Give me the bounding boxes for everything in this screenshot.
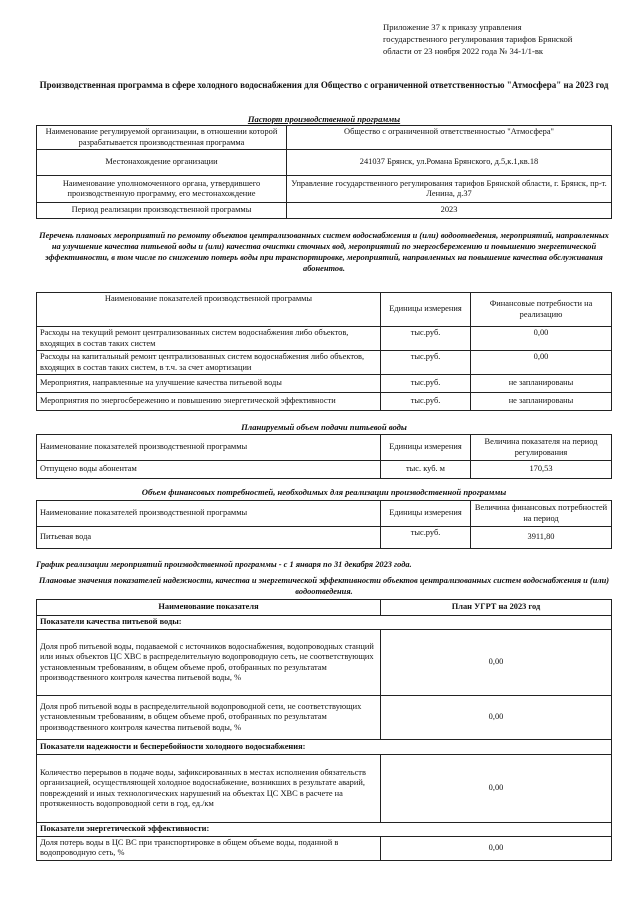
row-value: 0,00 [381,836,612,860]
passport-value: 2023 [287,203,612,219]
schedule-note: График реализации мероприятий производственной программы - с 1 января по 31 декабря 2023 года. [36,560,412,569]
row-unit: тыс. куб. м [381,461,471,479]
header-plan: План УГРТ на 2023 год [381,600,612,616]
header-name: Наименование показателей производственной программы [37,501,381,527]
group-row [37,740,612,755]
group-row [37,616,612,630]
table-header-row [37,501,612,527]
header-indicator: Наименование показателя [37,600,381,616]
passport-label: Наименование уполномоченного органа, утвердившего производственную программу, его местонахождение [37,176,287,203]
header-unit: Единицы измерения [381,501,471,527]
row-value: 0,00 [381,696,612,740]
table-row [37,150,612,176]
appendix-note [383,22,623,58]
table-row [37,176,612,203]
measures-note: Перечень плановых мероприятий по ремонту объектов централизованных систем водоснабжения и (или) водоотведения, мероприятий, направленных на улучшение качества питьевой воды и (или) качества очистки сточных вод, мероприятий по энергосбережению и повышению энергетической эффективности, в том числе по снижению потерь воды при транспортировке, мероприятий, направленных на повышение качества обслуживания абонентов. [39,231,609,274]
measures-table [36,292,612,411]
passport-label: Местонахождение организации [37,150,287,176]
table-row [37,755,612,823]
row-name: Доля проб питьевой воды, подаваемой с источников водоснабжения, водопроводных станций или иных объектов ЦС ХВС в распределительную водопроводную сеть, не соответствующих установленным требованиям, в общем объеме проб, отобранных по результатам производственного контроля качества питьевой воды, % [37,630,381,696]
table-header-row [37,435,612,461]
passport-table [36,125,612,219]
passport-heading: Паспорт производственной программы [247,114,401,124]
passport-value: 241037 Брянск, ул.Романа Брянского, д.5,к.1,кв.18 [287,150,612,176]
row-name: Количество перерывов в подаче воды, зафиксированных в местах исполнения обязательств организацией, осуществляющей холодное водоснабжение, возникших в результате аварий, повреждений и иных технологических нарушений на объектах ЦС ХВС в расчете на протяженность водопроводной сети в год, ед./км [37,755,381,823]
table-row [37,126,612,150]
table-header-row [37,293,612,327]
indicators-note: Плановые значения показателей надежности, качества и энергетической эффективности объектов централизованных систем водоснабжения и (или) водоотведения. [38,576,610,597]
appendix-line-2: государственного регулирования тарифов Брянской [383,33,573,44]
row-value: 0,00 [381,755,612,823]
header-value: Величина показателя на период регулирования [471,435,612,461]
row-value: 170,53 [471,461,612,479]
finance-heading: Объем финансовых потребностей, необходимых для реализации производственной программы [141,487,507,497]
row-name: Мероприятия, направленные на улучшение качества питьевой воды [37,375,381,393]
document-title: Производственная программа в сфере холодного водоснабжения для Общество с ограниченной ответственностью "Атмосфера" на 2023 год [39,80,609,90]
row-name: Отпущено воды абонентам [37,461,381,479]
passport-value: Общество с ограниченной ответственностью "Атмосфера" [287,126,612,150]
table-row [37,203,612,219]
table-row [37,527,612,549]
volume-table [36,434,612,479]
row-value: 0,00 [471,351,612,375]
appendix-line-1: Приложение 37 к приказу управления [383,22,522,32]
table-header-row [37,600,612,616]
header-unit: Единицы измерения [381,435,471,461]
table-row [37,696,612,740]
row-name: Мероприятия по энергосбережению и повышению энергетической эффективности [37,393,381,411]
row-unit: тыс.руб. [381,327,471,351]
passport-label: Период реализации производственной программы [37,203,287,219]
header-unit: Единицы измерения [381,293,471,327]
indicators-table [36,599,612,861]
table-row [37,836,612,860]
volume-heading: Планируемый объем подачи питьевой воды [241,422,407,432]
table-row [37,630,612,696]
row-unit: тыс.руб. [381,351,471,375]
row-name: Расходы на текущий ремонт централизованных систем водоснабжения либо объектов, входящих в состав таких систем [37,327,381,351]
header-name: Наименование показателей производственной программы [37,435,381,461]
row-value: не запланированы [471,393,612,411]
group-quality: Показатели качества питьевой воды: [37,616,612,630]
table-row [37,351,612,375]
passport-value: Управление государственного регулирования тарифов Брянской области, г. Брянск, пр-т. Ленина, д.37 [287,176,612,203]
row-value: не запланированы [471,375,612,393]
row-unit: тыс.руб. [381,393,471,411]
header-value: Финансовые потребности на реализацию [471,293,612,327]
row-unit: тыс.руб. [381,527,471,549]
header-name: Наименование показателей производственной программы [37,293,381,327]
row-name: Расходы на капитальный ремонт централизованных систем водоснабжения либо объектов, входящих в состав таких систем, в т.ч. за счет амортизации [37,351,381,375]
row-name: Питьевая вода [37,527,381,549]
appendix-line-3: области от 23 ноября 2022 года № 34-1/1-вк [383,45,544,56]
row-value: 0,00 [381,630,612,696]
row-value: 0,00 [471,327,612,351]
table-row [37,461,612,479]
finance-table [36,500,612,549]
row-name: Доля проб питьевой воды в распределительной водопроводной сети, не соответствующих установленным требованиям, в общем объеме проб, отобранных по результатам производственного контроля качества питьевой воды, % [37,696,381,740]
row-unit: тыс.руб. [381,375,471,393]
table-row [37,375,612,393]
passport-label: Наименование регулируемой организации, в отношении которой разрабатывается производственная программа [37,126,287,150]
table-row [37,393,612,411]
table-row [37,327,612,351]
group-efficiency: Показатели энергетической эффективности: [37,823,612,837]
group-reliability: Показатели надежности и бесперебойности холодного водоснабжения: [37,740,612,755]
group-row [37,823,612,837]
header-value: Величина финансовых потребностей на период [471,501,612,527]
row-name: Доля потерь воды в ЦС ВС при транспортировке в общем объеме воды, поданной в водопроводную сеть, % [37,836,381,860]
row-value: 3911,80 [471,527,612,549]
